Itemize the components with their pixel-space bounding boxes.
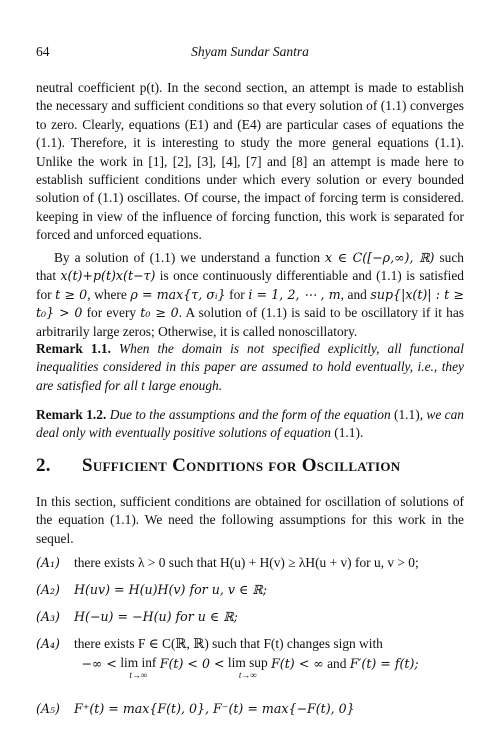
page-number: 64 xyxy=(36,44,50,59)
section-title: Sufficient Conditions for Oscillation xyxy=(82,455,401,476)
section-number: 2. xyxy=(36,455,51,476)
remark-1-1 xyxy=(36,340,464,395)
assumption-a1: (A₁) there exists λ > 0 such that H(u) + H(v) ≥ λH(u + v) for u, v > 0; xyxy=(36,555,419,570)
assumption-a2: (A₂) H(uv) = H(u)H(v) for u, v ∈ ℝ; xyxy=(36,582,267,597)
remark-label: Remark 1.1. xyxy=(36,341,111,356)
display-equation: −∞ < lim inf t→∞ F(t) < 0 < lim sup t→∞ F(t) < ∞ and F′(t) = f(t); xyxy=(81,655,419,680)
assumption-a3: (A₃) H(−u) = −H(u) for u ∈ ℝ; xyxy=(36,609,238,624)
liminf-operator: lim inf t→∞ xyxy=(120,655,157,680)
assumption-a4: (A₄) there exists F ∈ C(ℝ, ℝ) such that F(t) changes sign with xyxy=(36,636,383,651)
paragraph-intro-continued: neutral coefficient p(t). In the second section, an attempt is made to establish the necessary and sufficient conditions so that every solution of (1.1) converges to zero. Clearly, equations (E1) and (E4) are particular cases of equations the (1.1). Therefore, it is interesting to study the more general equations (1.1). Unlike the work in [1], [2], [3], [4], [7] and [8] an attempt is made here to establish sufficient conditions under which every solution or every bounded solution of (1.1) oscillates. Of course, the impact of forcing term is considered. keeping in view of the influence of forcing function, this work is separated for forced and unforced equations. xyxy=(36,80,464,243)
page-header xyxy=(36,44,464,60)
remark-text: When the domain is not specified explicitly, all functional inequalities considered in this paper are assumed to hold eventually, i.e., they are satisfied for all t large enough. xyxy=(36,341,464,393)
running-head: Shyam Sundar Santra xyxy=(191,44,309,59)
limsup-operator: lim sup t→∞ xyxy=(227,655,268,680)
paragraph-solution-definition: By a solution of (1.1) we understand a function x ∈ C([−ρ,∞), ℝ) such that x(t)+p(t)x(t−τ) is once continuously differentiable and (1.1) is satisfied for t ≥ 0, where ρ = max{τ, σᵢ} for i = 1, 2, ⋯ , m, and sup{|x(t)| : t ≥ t₀} > 0 for every t₀ ≥ 0. A solution of (1.1) is said to be oscillatory if it has arbitrarily large zeros; Otherwise, it is called nonoscillatory. xyxy=(36,250,464,339)
remark-label: Remark 1.2. xyxy=(36,407,107,422)
remark-1-2: Remark 1.2. Due to the assumptions and the form of the equation (1.1), we can deal only with eventually positive solutions of equation (1.1). xyxy=(36,407,464,441)
section-heading xyxy=(36,455,400,477)
paragraph-section-intro: In this section, sufficient conditions are obtained for oscillation of solutions of the equation (1.1). We need the following assumptions for this work in the sequel. xyxy=(36,494,464,546)
assumption-a5: (A₅) F⁺(t) = max{F(t), 0}, F⁻(t) = max{−F(t), 0} xyxy=(36,701,355,716)
